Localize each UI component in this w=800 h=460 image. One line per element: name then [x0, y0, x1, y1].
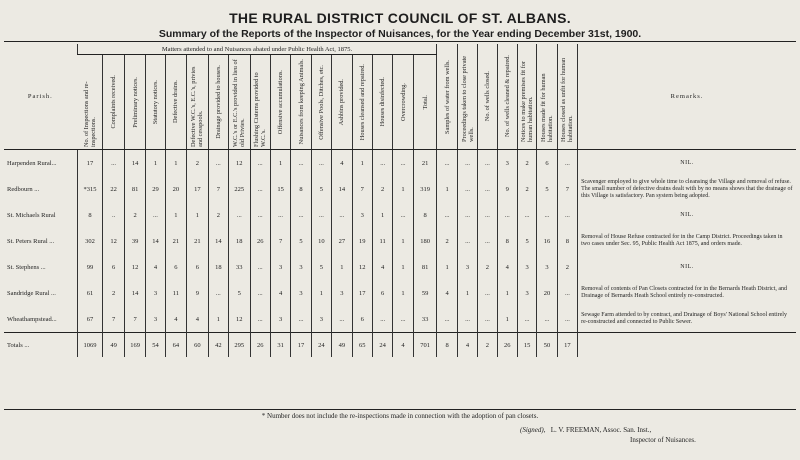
table-cell: 17 — [187, 176, 208, 202]
table-cell: 4 — [187, 306, 208, 333]
table-cell: 8 — [291, 176, 311, 202]
table-cell: ... — [208, 150, 228, 177]
table-cell: ... — [557, 150, 577, 177]
totals-row — [4, 333, 796, 358]
parish-name: St. Peters Rural ... — [7, 237, 55, 245]
table-row — [4, 202, 796, 228]
table-cell: 5 — [311, 176, 331, 202]
table-cell: 2 — [517, 176, 536, 202]
column-header: W.C.'s or E.C.'s provided in lieu of old Privies. — [229, 55, 250, 150]
table-cell: ... — [497, 202, 517, 228]
table-cell: ... — [250, 176, 270, 202]
table-cell: ... — [372, 306, 392, 333]
table-cell: 7 — [208, 176, 228, 202]
totals-cell: 8 — [437, 333, 457, 358]
table-cell: ... — [372, 150, 392, 177]
table-cell: 6 — [187, 254, 208, 280]
parish-name: Harpenden Rural... — [7, 159, 57, 167]
table-cell: 1 — [393, 228, 413, 254]
column-header: Statutory notices. — [146, 55, 165, 150]
totals-cell: 17 — [557, 333, 577, 358]
footnote: * Number does not include the re-inspections made in connection with the adoption of pan closets. — [261, 412, 539, 420]
table-cell: 5 — [517, 228, 536, 254]
table-cell: 17 — [352, 280, 372, 306]
table-cell: 14 — [124, 280, 145, 306]
table-cell: ... — [457, 202, 477, 228]
table-cell: 2 — [517, 150, 536, 177]
totals-cell: 24 — [311, 333, 331, 358]
column-header: Notices to make premises fit for human habitation. — [517, 44, 536, 150]
table-cell: 6 — [103, 254, 124, 280]
table-cell: 15 — [270, 176, 290, 202]
table-cell: 7 — [103, 306, 124, 333]
remarks-cell: Sewage Farm attended to by contract, and Drainage of Boys' National School entirely re-constructed and connected to Public Sewer. — [578, 306, 796, 333]
table-cell: ... — [478, 150, 497, 177]
table-cell: 14 — [332, 176, 352, 202]
table-cell: 180 — [413, 228, 437, 254]
totals-cell: 15 — [517, 333, 536, 358]
table-cell: 99 — [77, 254, 103, 280]
table-cell: 81 — [413, 254, 437, 280]
remarks-cell: Removal of contents of Pan Closets contracted for in the Bernards Heath District, and Drainage of Bernards Heath School entirely re-constructed. — [578, 280, 796, 306]
table-cell: 4 — [372, 254, 392, 280]
public-health-act-group-header: Matters attended to and Nuisances abated under Public Health Act, 1875. — [77, 44, 437, 55]
table-cell: ... — [557, 280, 577, 306]
totals-cell: 701 — [413, 333, 437, 358]
column-header: Houses closed as unfit for human habitation. — [557, 44, 577, 150]
signature-block — [520, 425, 696, 445]
column-header: No. of wells cleaned & repaired. — [497, 44, 517, 150]
table-cell: 8 — [77, 202, 103, 228]
parish-column-header: Parish. — [4, 44, 77, 150]
table-cell: 9 — [187, 280, 208, 306]
table-cell: ... — [291, 202, 311, 228]
table-cell: 5 — [291, 228, 311, 254]
table-cell: 1 — [332, 254, 352, 280]
totals-remarks-cell — [578, 333, 796, 358]
remarks-cell: NIL. — [578, 254, 796, 280]
table-cell: 18 — [208, 254, 228, 280]
table-cell: ... — [457, 306, 477, 333]
table-cell: 6 — [165, 254, 186, 280]
totals-cell: 26 — [250, 333, 270, 358]
table-cell: 14 — [208, 228, 228, 254]
table-cell: 4 — [165, 306, 186, 333]
table-cell: 1 — [393, 280, 413, 306]
table-cell: ... — [250, 306, 270, 333]
remarks-cell: NIL. — [578, 150, 796, 177]
remarks-cell: NIL. — [578, 202, 796, 228]
table-cell: 3 — [146, 306, 165, 333]
table-cell: 1 — [372, 202, 392, 228]
table-row — [4, 306, 796, 333]
column-header: Overcrowding. — [393, 55, 413, 150]
table-cell: 302 — [77, 228, 103, 254]
table-cell: 81 — [124, 176, 145, 202]
table-cell: ... — [457, 228, 477, 254]
table-cell: ... — [393, 202, 413, 228]
table-cell: 39 — [124, 228, 145, 254]
table-cell: 1 — [393, 176, 413, 202]
table-cell: ... — [311, 202, 331, 228]
table-cell: 1 — [457, 280, 477, 306]
column-header: Houses disinfected. — [372, 55, 392, 150]
table-cell: ... — [250, 280, 270, 306]
report-subtitle: Summary of the Reports of the Inspector of Nuisances, for the Year ending December 31st, 1900. — [158, 28, 642, 40]
table-cell: 1 — [270, 150, 290, 177]
totals-cell: 50 — [537, 333, 557, 358]
table-cell: 2 — [124, 202, 145, 228]
table-cell: 14 — [124, 150, 145, 177]
table-cell: 3 — [311, 306, 331, 333]
parish-name: St. Michaels Rural — [7, 211, 56, 219]
table-cell: 6 — [537, 150, 557, 177]
table-cell: 3 — [270, 254, 290, 280]
table-cell: ... — [208, 280, 228, 306]
table-cell: 4 — [146, 254, 165, 280]
column-header: Houses made fit for human habitation. — [537, 44, 557, 150]
parish-name: Wheathampstead... — [7, 315, 57, 323]
column-header: Nuisances from keeping Animals. — [291, 55, 311, 150]
table-cell: ... — [146, 202, 165, 228]
parish-name: Redbourn ... — [7, 185, 40, 193]
table-cell: ... — [393, 306, 413, 333]
column-header: Complaints received. — [103, 55, 124, 150]
table-cell: 33 — [229, 254, 250, 280]
table-cell: 61 — [77, 280, 103, 306]
table-cell: 1 — [146, 150, 165, 177]
table-cell: ... — [517, 202, 536, 228]
nuisances-summary-table — [4, 44, 796, 357]
table-cell: 7 — [270, 228, 290, 254]
totals-cell: 31 — [270, 333, 290, 358]
table-cell: 14 — [146, 228, 165, 254]
totals-cell: 42 — [208, 333, 228, 358]
table-cell: ... — [478, 306, 497, 333]
column-header: Preliminary notices. — [124, 55, 145, 150]
table-cell: 7 — [557, 176, 577, 202]
table-row — [4, 176, 796, 202]
table-cell: 12 — [103, 228, 124, 254]
table-cell: 7 — [124, 306, 145, 333]
table-cell: ... — [311, 150, 331, 177]
column-header: Offensive accumulations. — [270, 55, 290, 150]
table-cell: 5 — [537, 176, 557, 202]
table-cell: 59 — [413, 280, 437, 306]
totals-cell: 4 — [457, 333, 477, 358]
totals-cell: 54 — [146, 333, 165, 358]
table-cell: ... — [250, 202, 270, 228]
table-cell: 1 — [352, 150, 372, 177]
table-cell: ... — [478, 202, 497, 228]
table-cell: 2 — [557, 254, 577, 280]
column-header: Drainage provided to houses. — [208, 55, 228, 150]
table-cell: 19 — [352, 228, 372, 254]
table-cell: 1 — [393, 254, 413, 280]
table-cell: 2 — [437, 228, 457, 254]
table-cell: 1 — [311, 280, 331, 306]
table-cell: 2 — [187, 150, 208, 177]
table-cell: 21 — [165, 228, 186, 254]
table-cell: ... — [393, 150, 413, 177]
table-cell: 3 — [332, 280, 352, 306]
table-cell: 5 — [229, 280, 250, 306]
table-cell: ... — [229, 202, 250, 228]
table-cell: ... — [557, 202, 577, 228]
column-header: Houses cleansed and repaired. — [352, 55, 372, 150]
totals-cell: 2 — [478, 333, 497, 358]
column-header: Proceedings taken to close private wells. — [457, 44, 477, 150]
table-cell: ... — [270, 202, 290, 228]
totals-cell: 17 — [291, 333, 311, 358]
table-cell: 2 — [208, 202, 228, 228]
table-cell: ... — [537, 202, 557, 228]
parish-name: St. Stephens ... — [7, 263, 46, 271]
totals-cell: 65 — [352, 333, 372, 358]
table-cell: 225 — [229, 176, 250, 202]
table-cell: 4 — [497, 254, 517, 280]
table-cell: 1 — [437, 176, 457, 202]
table-cell: 12 — [229, 150, 250, 177]
table-cell: ... — [437, 150, 457, 177]
table-cell: 1 — [437, 254, 457, 280]
table-row — [4, 280, 796, 306]
table-cell: 3 — [270, 306, 290, 333]
remarks-column-header: Remarks. — [578, 44, 796, 150]
table-cell: 20 — [165, 176, 186, 202]
table-cell: ... — [457, 176, 477, 202]
footer-rule — [4, 409, 796, 410]
parish-name: Sandridge Rural ... — [7, 289, 56, 297]
totals-cell: 49 — [332, 333, 352, 358]
table-cell: 10 — [311, 228, 331, 254]
totals-label: Totals ... — [4, 333, 77, 358]
table-cell: 22 — [103, 176, 124, 202]
table-cell: ... — [557, 306, 577, 333]
totals-cell: 49 — [103, 333, 124, 358]
table-cell: 11 — [165, 280, 186, 306]
table-cell: 2 — [103, 280, 124, 306]
remarks-cell: Scavenger employed to give whole time to cleansing the Village and removal of refuse. The small number of defective drains dealt with by no means shows that the drainage of this Village is satisfactory. Pan system being adopted. — [578, 176, 796, 202]
table-cell: 5 — [311, 254, 331, 280]
column-header: Ashbins provided. — [332, 55, 352, 150]
table-cell: 33 — [413, 306, 437, 333]
column-header: Flushing Cisterns provided to W.C.'s. — [250, 55, 270, 150]
inspector-role: Inspector of Nuisances. — [630, 436, 696, 444]
column-header: No. of wells closed. — [478, 44, 497, 150]
table-cell: 3 — [537, 254, 557, 280]
totals-cell: 295 — [229, 333, 250, 358]
table-cell: ... — [250, 150, 270, 177]
table-cell: ... — [437, 306, 457, 333]
table-cell: 2 — [478, 254, 497, 280]
column-header: Total. — [413, 55, 437, 150]
table-cell: .. — [103, 202, 124, 228]
table-cell: 21 — [413, 150, 437, 177]
table-cell: 8 — [413, 202, 437, 228]
totals-cell: 4 — [393, 333, 413, 358]
table-row — [4, 254, 796, 280]
table-cell: ... — [478, 176, 497, 202]
report-title: THE RURAL DISTRICT COUNCIL OF ST. ALBANS. — [229, 10, 571, 26]
table-cell: 319 — [413, 176, 437, 202]
table-cell: 1 — [187, 202, 208, 228]
column-header: Defective drains. — [165, 55, 186, 150]
table-cell: 1 — [165, 202, 186, 228]
table-cell: ... — [478, 228, 497, 254]
table-cell: ... — [437, 202, 457, 228]
table-cell: 8 — [497, 228, 517, 254]
header-rule — [4, 41, 796, 42]
table-cell: 1 — [208, 306, 228, 333]
table-cell: 16 — [537, 228, 557, 254]
table-cell: ... — [478, 280, 497, 306]
table-cell: 21 — [187, 228, 208, 254]
table-header — [4, 44, 796, 150]
signed-label: (Signed), — [520, 426, 546, 434]
column-header: Offensive Pools, Ditches, etc. — [311, 55, 331, 150]
totals-cell: 64 — [165, 333, 186, 358]
inspector-name: L. V. FREEMAN, Assoc. San. Inst., — [550, 426, 652, 434]
table-cell: 6 — [352, 306, 372, 333]
table-cell: 3 — [291, 280, 311, 306]
table-cell: 4 — [437, 280, 457, 306]
table-cell: 3 — [352, 202, 372, 228]
table-cell: 8 — [557, 228, 577, 254]
totals-cell: 169 — [124, 333, 145, 358]
table-cell: 18 — [229, 228, 250, 254]
table-cell: 17 — [77, 150, 103, 177]
table-cell: 12 — [352, 254, 372, 280]
totals-cell: 60 — [187, 333, 208, 358]
table-cell: 3 — [291, 254, 311, 280]
table-cell: 3 — [457, 254, 477, 280]
table-cell: 3 — [146, 280, 165, 306]
table-cell: 29 — [146, 176, 165, 202]
table-cell: ... — [291, 150, 311, 177]
table-cell: ... — [103, 150, 124, 177]
table-cell: 3 — [517, 254, 536, 280]
totals-cell: 24 — [372, 333, 392, 358]
column-header: Samples of water from wells. — [437, 44, 457, 150]
remarks-cell: Removal of House Refuse contracted for in the Camp District. Proceedings taken in two cases under Sec. 95, Public Health Act 1875, and orders made. — [578, 228, 796, 254]
table-cell: 12 — [124, 254, 145, 280]
table-cell: 9 — [497, 176, 517, 202]
table-cell: 6 — [372, 280, 392, 306]
table-cell: 11 — [372, 228, 392, 254]
table-cell: 20 — [537, 280, 557, 306]
table-cell: ... — [517, 306, 536, 333]
table-body — [4, 150, 796, 358]
table-row — [4, 228, 796, 254]
table-row — [4, 150, 796, 177]
totals-cell: 1069 — [77, 333, 103, 358]
table-cell: 27 — [332, 228, 352, 254]
table-cell: 3 — [517, 280, 536, 306]
totals-cell: 26 — [497, 333, 517, 358]
table-cell: *315 — [77, 176, 103, 202]
table-cell: ... — [457, 150, 477, 177]
table-cell: 2 — [372, 176, 392, 202]
table-cell: 67 — [77, 306, 103, 333]
table-cell: 4 — [332, 150, 352, 177]
table-cell: 4 — [270, 280, 290, 306]
table-cell: 1 — [497, 280, 517, 306]
table-cell: 26 — [250, 228, 270, 254]
table-cell: ... — [291, 306, 311, 333]
table-cell: 3 — [497, 150, 517, 177]
table-cell: 12 — [229, 306, 250, 333]
table-cell: 1 — [497, 306, 517, 333]
column-header: No. of Inspections and re-inspections. — [77, 55, 103, 150]
column-header: Defective W.C.'s, E.C.'s, privies and cesspools. — [187, 55, 208, 150]
table-cell: 7 — [352, 176, 372, 202]
table-cell: ... — [250, 254, 270, 280]
table-cell: ... — [537, 306, 557, 333]
table-cell: 1 — [165, 150, 186, 177]
table-cell: ... — [332, 306, 352, 333]
table-cell: ... — [332, 202, 352, 228]
